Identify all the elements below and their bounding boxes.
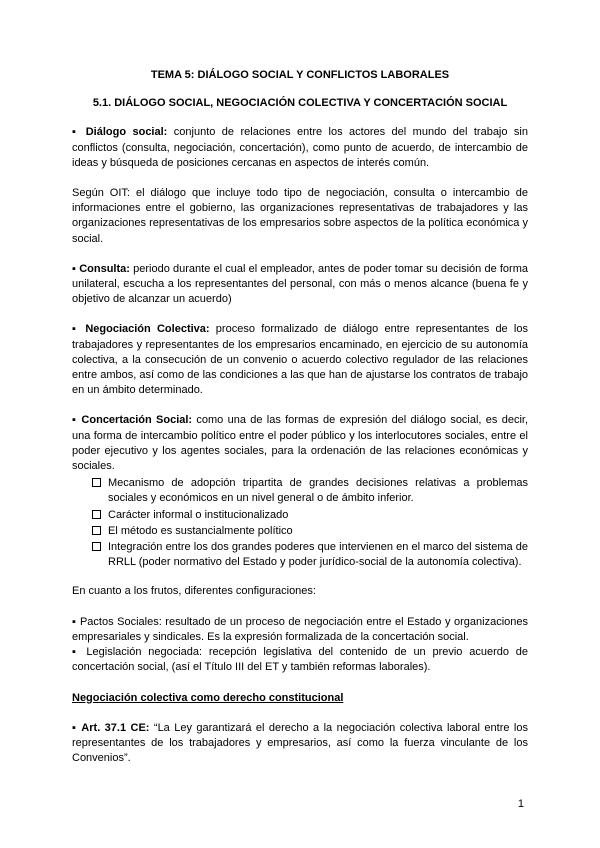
concertacion-list: [92, 476, 528, 570]
oit-paragraph: Según OIT: el diálogo que incluye todo tipo de negociación, consulta o intercambio de informaciones entre el gobierno, las organizaciones representativas de trabajadores y las organizaciones representativas de los empresarios sobre aspectos de la política económica y social.: [72, 187, 528, 245]
legislacion-paragraph: ▪ Legislación negociada: recepción legislativa del contenido de un previo acuerdo de concertación social, (así el Título III del ET y también reformas laborales).: [72, 646, 528, 674]
page-number: 1: [517, 798, 524, 810]
consulta-paragraph: [72, 262, 528, 308]
art-paragraph: [72, 721, 528, 767]
concertacion-text: como una de las formas de expresión del diálogo social, es decir, una forma de intercambio político entre el poder público y los interlocutores sociales, entre el poder ejecutivo y los agentes sociales, para la ordenación de las relaciones económicas y sociales.: [72, 414, 528, 473]
concertacion-term: ▪ Concertación Social:: [72, 414, 193, 427]
document-title: TEMA 5: DIÁLOGO SOCIAL Y CONFLICTOS LABORALES: [150, 69, 450, 81]
negociacion-term: ▪ Negociación Colectiva:: [72, 323, 210, 336]
checkbox-icon: [92, 526, 101, 535]
negociacion-paragraph: [72, 322, 528, 398]
consulta-term: ▪ Consulta:: [72, 262, 130, 275]
dialogo-social-paragraph: [72, 125, 528, 171]
checkbox-icon: [92, 510, 101, 519]
dialogo-social-term: ▪ Diálogo social:: [72, 126, 168, 139]
checkbox-icon: [92, 478, 101, 487]
section-title: 5.1. DIÁLOGO SOCIAL, NEGOCIACIÓN COLECTIVA Y CONCERTACIÓN SOCIAL: [92, 97, 508, 110]
list-item: Integración entre los dos grandes poderes que intervienen en el marco del sistema de RRLL (poder normativo del Estado y poder jurídico-social de la autonomía colectiva).: [92, 540, 528, 570]
dialogo-social-text: conjunto de relaciones entre los actores del mundo del trabajo sin conflictos (consulta, negociación, concertación), como punto de acuerdo, de intercambio de ideas y búsqueda de posiciones cercanas en aspectos de interés común.: [72, 126, 528, 169]
art-term: ▪ Art. 37.1 CE:: [72, 721, 150, 734]
pactos-paragraph: ▪ Pactos Sociales: resultado de un proceso de negociación entre el Estado y organizaciones empresariales y sindicales. Es la expresión formalizada de la concertación social.: [72, 615, 528, 643]
list-item: El método es sustancialmente político: [92, 524, 528, 539]
document-page: [72, 68, 528, 781]
negociacion-text: proceso formalizado de diálogo entre representantes de los trabajadores y representantes de los empresarios encaminado, en ejercicio de su autonomía colectiva, a la consecución de un convenio o acuerdo colectivo regulador de las relaciones entre ambos, así como de las condiciones a las que han de ajustarse los contratos de trabajo en un ámbito determinado.: [72, 323, 528, 397]
checkbox-icon: [92, 542, 101, 551]
consulta-text: periodo durante el cual el empleador, antes de poder tomar su decisión de forma unilateral, escucha a los representantes del personal, con más o menos alcance (buena fe y objetivo de alcanzar un acuerdo): [72, 262, 528, 306]
art-text: “La Ley garantizará el derecho a la negociación colectiva laboral entre los representantes de los trabajadores y empresarios, así como la fuerza vinculante de los Convenios”.: [72, 721, 528, 765]
concertacion-paragraph: [72, 413, 528, 474]
constitutional-heading: Negociación colectiva como derecho constitucional: [72, 691, 344, 704]
frutos-paragraph: En cuanto a los frutos, diferentes configuraciones:: [72, 585, 316, 598]
list-item: Carácter informal o institucionalizado: [92, 508, 528, 523]
list-item: Mecanismo de adopción tripartita de grandes decisiones relativas a problemas sociales y económicos en un nivel general o de ámbito inferior.: [92, 476, 528, 506]
